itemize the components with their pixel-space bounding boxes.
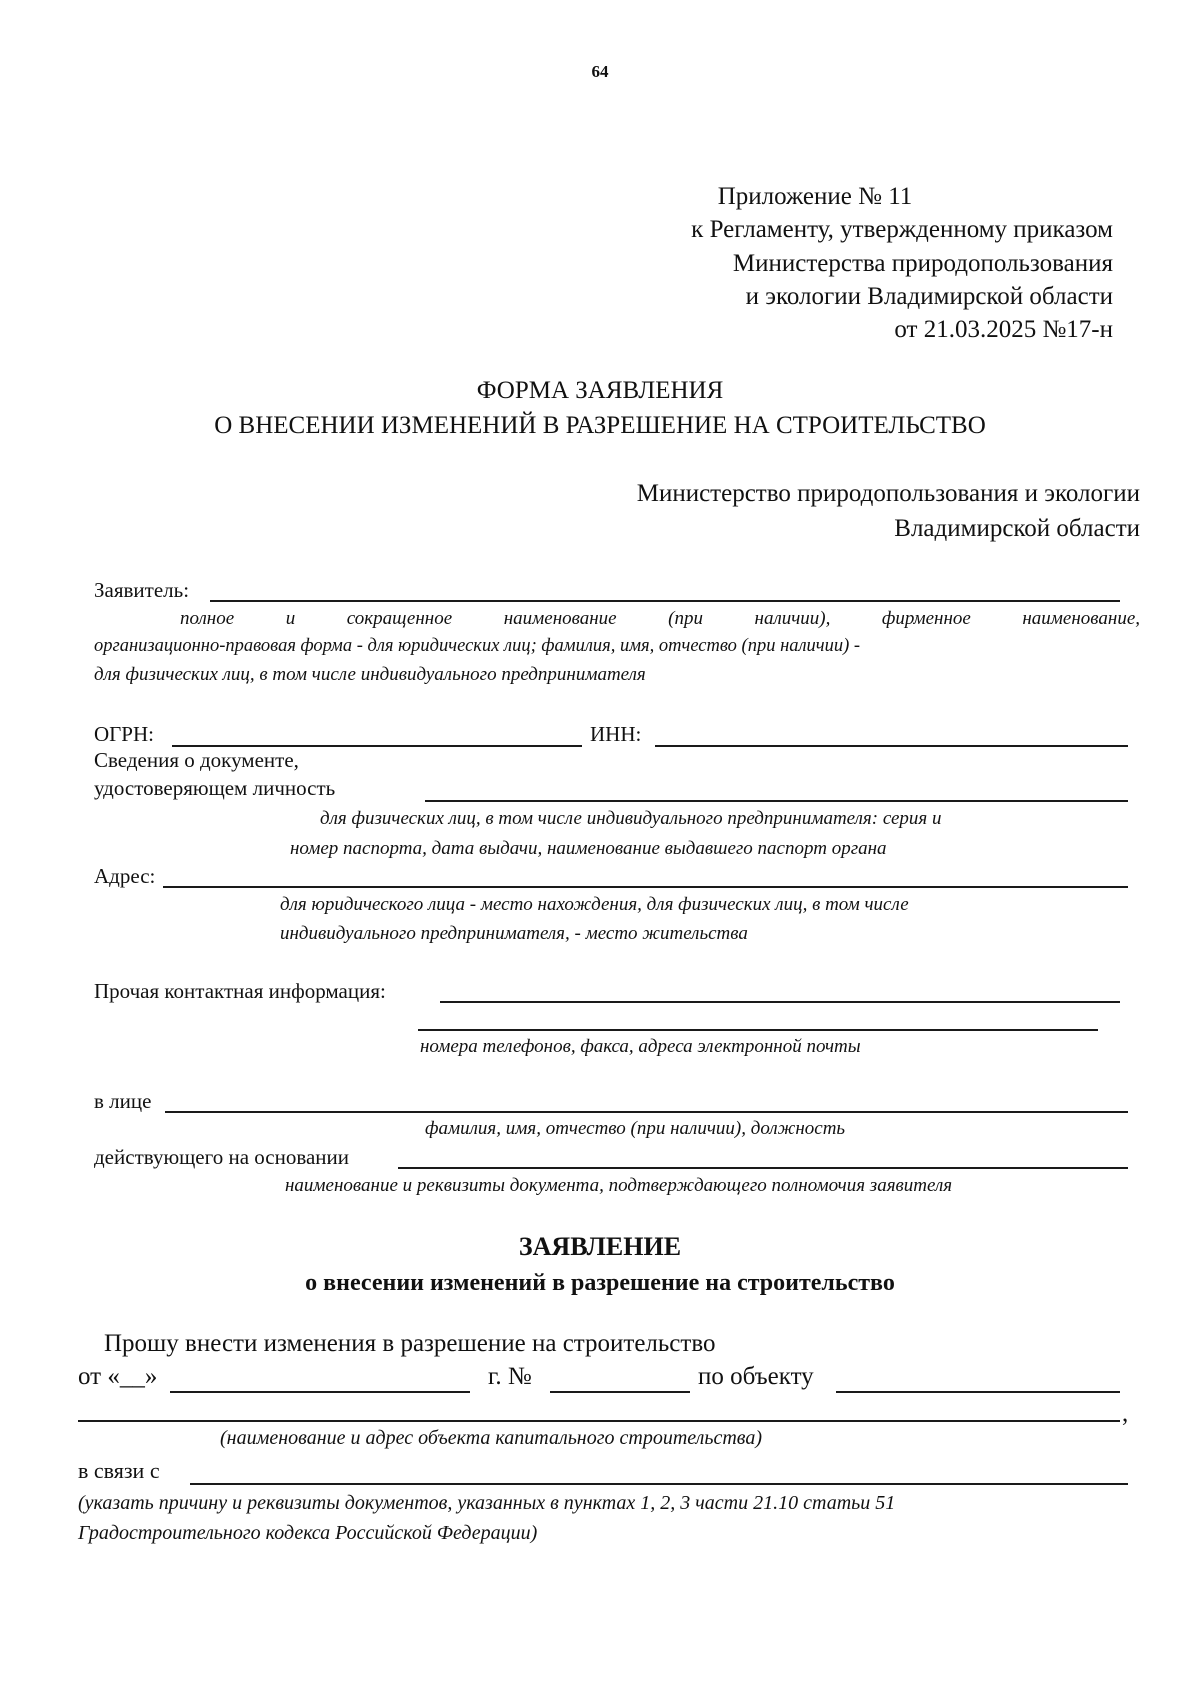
applicant-field[interactable]	[210, 600, 1120, 602]
address-hint-line2: индивидуального предпринимателя, - место жительства	[280, 923, 748, 944]
reason-hint-line2: Градостроительного кодекса Российской Федерации)	[78, 1522, 538, 1544]
contacts-hint: номера телефонов, факса, адреса электронной почты	[420, 1036, 861, 1057]
hint-word: наименование	[503, 608, 617, 629]
applicant-hint	[180, 608, 1140, 630]
permit-date-field[interactable]	[170, 1391, 470, 1393]
page-number: 64	[591, 62, 609, 81]
permit-number-field[interactable]	[550, 1391, 690, 1393]
hint-word: и	[285, 608, 296, 629]
statement-subtitle: о внесении изменений в разрешение на строительство	[305, 1270, 895, 1296]
basis-field[interactable]	[398, 1167, 1128, 1169]
object-field-2[interactable]	[78, 1420, 1120, 1422]
appendix-date: от 21.03.2025 №17-н	[894, 316, 1113, 343]
inn-label: ИНН:	[590, 722, 642, 746]
appendix-number: Приложение № 11	[717, 183, 913, 210]
representative-hint: фамилия, имя, отчество (при наличии), должность	[425, 1118, 846, 1139]
identity-hint-line2: номер паспорта, дата выдачи, наименование выдавшего паспорт органа	[290, 838, 887, 859]
form-title: ФОРМА ЗАЯВЛЕНИЯ	[476, 377, 724, 404]
identity-hint: для физических лиц, в том числе индивидуального предпринимателя: серия и	[320, 808, 942, 829]
form-title-line2: О ВНЕСЕНИИ ИЗМЕНЕНИЙ В РАЗРЕШЕНИЕ НА СТРОИТЕЛЬСТВО	[214, 412, 986, 439]
appendix-line: к Регламенту, утвержденному приказом	[691, 216, 1113, 243]
representative-label: в лице	[94, 1089, 152, 1113]
basis-hint: наименование и реквизиты документа, подтверждающего полномочия заявителя	[285, 1175, 953, 1196]
hint-word: наименование,	[1022, 608, 1140, 629]
reason-hint: (указать причину и реквизиты документов, указанных в пунктах 1, 2, 3 части 21.10 статьи 51	[78, 1492, 896, 1514]
hint-word: (при	[668, 608, 703, 629]
object-label: по объекту	[698, 1363, 814, 1390]
basis-label: действующего на основании	[94, 1145, 350, 1169]
reason-label: в связи с	[78, 1458, 160, 1483]
appendix-line: Министерства природопользования	[732, 250, 1113, 277]
ogrn-field[interactable]	[172, 745, 582, 747]
ogrn-label: ОГРН:	[94, 722, 154, 746]
inn-field[interactable]	[655, 745, 1128, 747]
identity-label: Сведения о документе,	[94, 748, 299, 772]
trailing-comma: ,	[1122, 1400, 1129, 1427]
hint-word: фирменное	[881, 608, 971, 629]
representative-field[interactable]	[165, 1111, 1128, 1113]
object-field[interactable]	[836, 1391, 1120, 1393]
hint-word: сокращенное	[346, 608, 453, 629]
identity-label-line2: удостоверяющем личность	[94, 776, 336, 800]
appendix-line: и экологии Владимирской области	[745, 283, 1113, 310]
address-label: Адрес:	[94, 864, 156, 888]
contacts-label: Прочая контактная информация:	[94, 979, 386, 1003]
contacts-field[interactable]	[440, 1001, 1120, 1003]
applicant-hint-line3: для физических лиц, в том числе индивидуального предпринимателя	[94, 664, 646, 685]
reason-field[interactable]	[190, 1483, 1128, 1485]
hint-word: полное	[180, 608, 235, 629]
object-hint: (наименование и адрес объекта капитального строительства)	[220, 1427, 763, 1449]
addressee: Министерство природопользования и экологии	[636, 480, 1140, 507]
addressee-line2: Владимирской области	[894, 515, 1140, 542]
applicant-hint-line2: организационно-правовая форма - для юридических лиц; фамилия, имя, отчество (при наличии) -	[94, 636, 861, 656]
hint-word: наличии),	[754, 608, 831, 629]
address-hint: для юридического лица - место нахождения, для физических лиц, в том числе	[280, 894, 909, 915]
year-number-label: г. №	[488, 1363, 532, 1390]
contacts-field-2[interactable]	[418, 1029, 1098, 1031]
identity-field[interactable]	[425, 800, 1128, 802]
applicant-label: Заявитель:	[94, 578, 190, 602]
statement-title: ЗАЯВЛЕНИЕ	[518, 1232, 682, 1261]
address-field[interactable]	[163, 886, 1128, 888]
from-date-label: от «__»	[78, 1363, 158, 1390]
request-text: Прошу внести изменения в разрешение на строительство	[104, 1330, 716, 1357]
